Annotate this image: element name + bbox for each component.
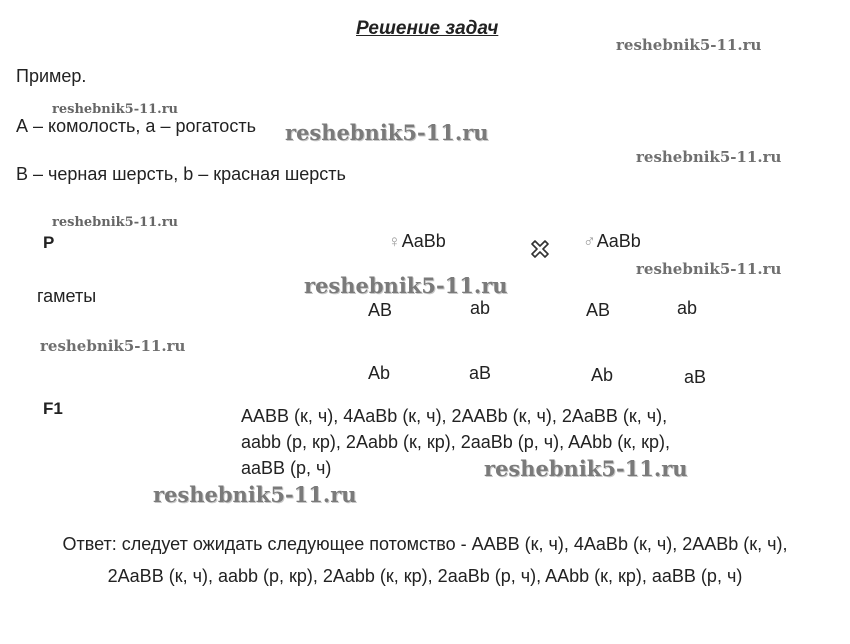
watermark: reshebnik5-11.ru bbox=[636, 148, 782, 166]
parents-label: P bbox=[43, 233, 55, 252]
male-symbol-icon: ♂ bbox=[583, 232, 596, 251]
watermark: reshebnik5-11.ru bbox=[52, 102, 179, 117]
male-parent bbox=[583, 231, 641, 252]
answer-line: Ответ: следует ожидать следующее потомство - AABB (к, ч), 4AaBb (к, ч), 2AABb (к, ч), bbox=[62, 534, 788, 554]
female-genotype: AaBb bbox=[401, 231, 446, 251]
page-title: Решение задач bbox=[356, 18, 499, 39]
trait-a-definition: А – комолость, а – рогатость bbox=[16, 116, 256, 136]
f1-line: aaBB (р, ч) bbox=[241, 458, 332, 478]
gamete: Ab bbox=[591, 365, 614, 385]
gamete: ab bbox=[470, 298, 491, 318]
answer bbox=[0, 528, 850, 592]
cross-icon bbox=[529, 238, 551, 260]
trait-b-definition: B – черная шерсть, b – красная шерсть bbox=[16, 164, 346, 184]
watermark: reshebnik5-11.ru bbox=[52, 215, 179, 230]
gamete: AB bbox=[586, 300, 611, 320]
example-label: Пример. bbox=[16, 66, 87, 86]
answer-line: 2AaBB (к, ч), aabb (р, кр), 2Aabb (к, кр), 2aaBb (р, ч), AAbb (к, кр), aaBB (р, ч) bbox=[107, 566, 743, 586]
gamete: aB bbox=[469, 363, 492, 383]
watermark: reshebnik5-11.ru bbox=[153, 482, 357, 507]
gamete: AB bbox=[368, 300, 393, 320]
f1-line: AABB (к, ч), 4AaBb (к, ч), 2AABb (к, ч), 2AaBB (к, ч), bbox=[241, 406, 668, 426]
watermark: reshebnik5-11.ru bbox=[616, 36, 762, 54]
watermark: reshebnik5-11.ru bbox=[285, 120, 489, 145]
female-symbol-icon: ♀ bbox=[388, 232, 401, 251]
gamete: Ab bbox=[368, 363, 391, 383]
f1-line: aabb (р, кр), 2Aabb (к, кр), 2aaBb (р, ч), AAbb (к, кр), bbox=[241, 432, 670, 452]
male-genotype: AaBb bbox=[596, 231, 641, 251]
gametes-label: гаметы bbox=[37, 286, 97, 306]
watermark: reshebnik5-11.ru bbox=[484, 456, 688, 481]
female-parent bbox=[388, 231, 446, 252]
f1-label: F1 bbox=[43, 399, 63, 418]
watermark: reshebnik5-11.ru bbox=[636, 260, 782, 278]
gamete: ab bbox=[677, 298, 698, 318]
watermark: reshebnik5-11.ru bbox=[304, 273, 508, 298]
watermark: reshebnik5-11.ru bbox=[40, 337, 186, 355]
gamete: aB bbox=[684, 367, 707, 387]
